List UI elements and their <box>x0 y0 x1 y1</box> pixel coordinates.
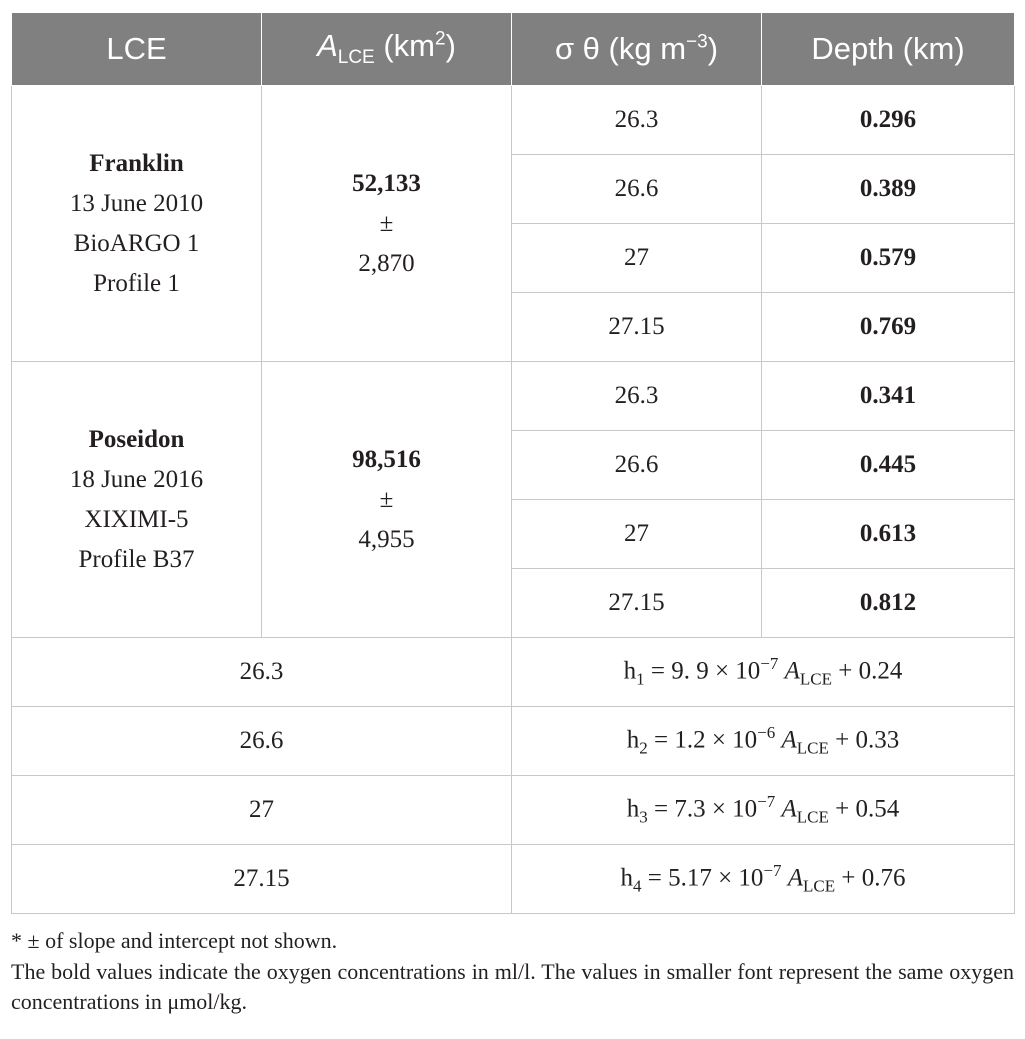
depth-cell: 0.613 <box>762 500 1015 569</box>
eddy-profile: Profile B37 <box>78 545 195 573</box>
eddy-name: Poseidon <box>88 425 185 453</box>
sigma-cell: 26.6 <box>512 431 762 500</box>
table-row <box>12 86 1015 155</box>
area-poseidon <box>262 362 512 638</box>
depth-cell: 0.445 <box>762 431 1015 500</box>
eddy-profile: Profile 1 <box>93 269 180 297</box>
sigma-cell: 26.3 <box>512 362 762 431</box>
area-pm: ± <box>379 209 394 237</box>
regression-sigma: 27 <box>12 776 512 845</box>
lce-depth-table <box>11 12 1015 914</box>
regression-equation: $h_2 = 1.2 \times 10^{-6}$ $A_{LCE} + 0.33$ <box>512 707 1015 776</box>
eddy-name: Franklin <box>89 149 184 177</box>
header-sigma: σ θ (kg $m^{-3}$) <box>512 13 762 86</box>
depth-cell: 0.812 <box>762 569 1015 638</box>
regression-row <box>12 638 1015 707</box>
area-error: 2,870 <box>358 249 415 277</box>
sigma-cell: 27 <box>512 500 762 569</box>
header-depth: Depth (km) <box>762 13 1015 86</box>
area-value: 98,516 <box>352 445 421 473</box>
sigma-cell: 27 <box>512 224 762 293</box>
table-row <box>12 362 1015 431</box>
sigma-cell: 26.3 <box>512 86 762 155</box>
sigma-cell: 27.15 <box>512 293 762 362</box>
sigma-cell: 26.6 <box>512 155 762 224</box>
depth-cell: 0.341 <box>762 362 1015 431</box>
regression-equation: $h_1 = 9$. $9 \times 10^{-7}$ $A_{LCE} + 0.24$ <box>512 638 1015 707</box>
lce-franklin <box>12 86 262 362</box>
lce-poseidon <box>12 362 262 638</box>
eddy-date: 13 June 2010 <box>69 189 204 217</box>
depth-cell: 0.579 <box>762 224 1015 293</box>
area-pm: ± <box>379 485 394 513</box>
regression-equation: $h_4 = 5.17 \times 10^{-7}$ $A_{LCE} + 0.76$ <box>512 845 1015 914</box>
regression-sigma: 27.15 <box>12 845 512 914</box>
area-error: 4,955 <box>358 525 415 553</box>
regression-equation: $h_3 = 7.3 \times 10^{-7}$ $A_{LCE} + 0.54$ <box>512 776 1015 845</box>
depth-cell: 0.769 <box>762 293 1015 362</box>
header-area: $A_{LCE}$ $(km^2)$ <box>262 13 512 86</box>
eddy-source: BioARGO 1 <box>73 229 200 257</box>
depth-cell: 0.296 <box>762 86 1015 155</box>
depth-cell: 0.389 <box>762 155 1015 224</box>
area-franklin <box>262 86 512 362</box>
eddy-source: XIXIMI-5 <box>84 505 189 533</box>
sigma-cell: 27.15 <box>512 569 762 638</box>
regression-row <box>12 845 1015 914</box>
eddy-date: 18 June 2016 <box>69 465 204 493</box>
table-header-row <box>12 13 1015 86</box>
area-value: 52,133 <box>352 169 421 197</box>
regression-row <box>12 776 1015 845</box>
footnote-uncertainty: * ± of slope and intercept not shown. <box>11 928 338 953</box>
regression-sigma: 26.6 <box>12 707 512 776</box>
regression-row <box>12 707 1015 776</box>
regression-sigma: 26.3 <box>12 638 512 707</box>
header-lce: LCE <box>12 13 262 86</box>
footnote-units: The bold values indicate the oxygen concentrations in ml/l. The values in smaller font represent the same oxygen concentrations in μmol/kg. <box>11 959 1014 1014</box>
